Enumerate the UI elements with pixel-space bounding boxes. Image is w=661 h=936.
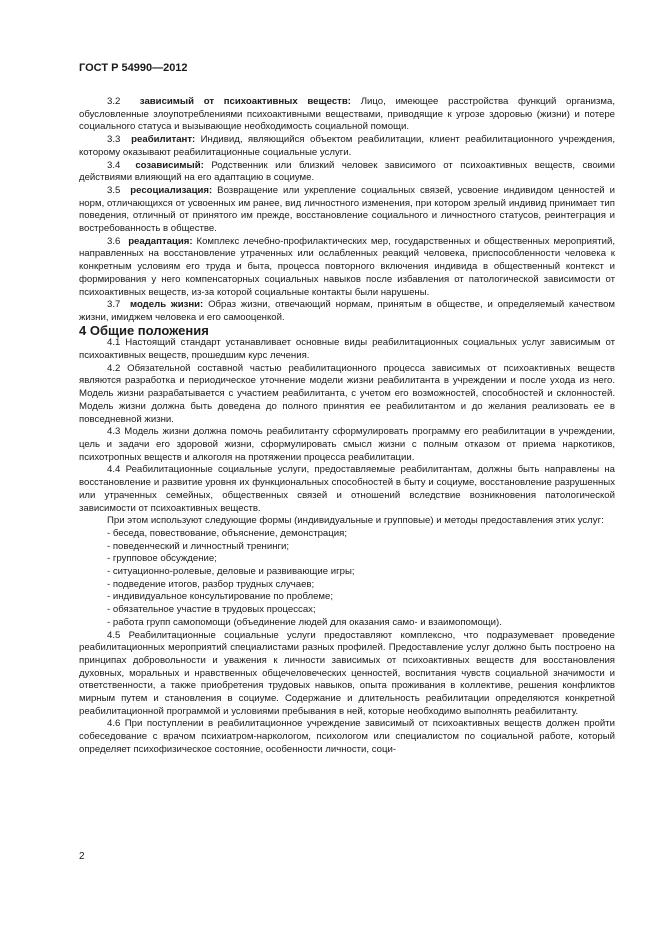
page-body bbox=[79, 96, 615, 757]
page-number: 2 bbox=[79, 851, 85, 862]
section-title: 4 Общие положения bbox=[79, 322, 209, 338]
clause-4-6: 4.6 При поступлении в реабилитационное учреждение зависимый от психоактивных веществ должен пройти собеседование с врачом психиатром-наркологом, психологом или специалистом по социальной работе, который определяет психофизическое состояние, особенности личности, соци- bbox=[79, 718, 615, 755]
clause-4-2: 4.2 Обязательной составной частью реабилитационного процесса зависимых от психоактивных веществ являются разработка и периодическое уточнение модели жизни реабилитанта в учреждении и после ухода из него. Модель жизни разрабатывается с участием реабилитанта, с учетом его возможностей, способностей и склонностей. Модель жизни должна быть доведена до полного принятия ее реабилитантом и до желания реализовать ее в повседневной жизни. bbox=[79, 362, 615, 425]
clause-4-1: 4.1 Настоящий стандарт устанавливает основные виды реабилитационных социальных услуг зависимым от психоактивных веществ, прошедшим курс лечения. bbox=[79, 337, 615, 362]
definition-3-2: 3.2 зависимый от психоактивных веществ: Лицо, имеющее расстройства функций организма, обусловленные злоупотреблениями психоактивными веществами, приводящие к угрозе здоровью (жизни) и потере социального статуса и вызывающие необходимость социальной помощи. bbox=[79, 96, 615, 133]
definition-3-4: 3.4 созависимый: Родственник или близкий человек зависимого от психоактивных веществ, своими действиями влияющий на его адаптацию в социуме. bbox=[79, 159, 615, 184]
list-item: - ситуационно-ролевые, деловые и развивающие игры; bbox=[107, 566, 355, 578]
definition-3-5: 3.5 ресоциализация: Возвращение или укрепление социальных связей, усвоение индивидом ценностей и норм, отличающихся от усвоенных им ранее, вид личностного изменения, при котором зрелый индивид принимает тип поведения, отличный от принятого им прежде, восстановление социального и личностного статусов, реинтеграция и востребованность в обществе. bbox=[79, 184, 615, 235]
clause-4-4: 4.4 Реабилитационные социальные услуги, предоставляемые реабилитантам, должны быть направлены на восстановление и развитие уровня их функциональных способностей в быту и социуме, восстановление разрушенных или утраченных семейных, общественных связей и отношений вследствие возникновения патологической зависимости от психоактивных веществ. bbox=[79, 464, 615, 514]
methods-list bbox=[79, 528, 615, 630]
list-item: - беседа, повествование, объяснение, демонстрация; bbox=[107, 527, 347, 539]
clause-4-5: 4.5 Реабилитационные социальные услуги предоставляют комплексно, что подразумевает проведение реабилитационных мероприятий специалистами разных профилей. Предоставление услуг должно быть построено на принципах добровольности и уважения к личности зависимых от психоактивных веществ для восстановления духовных, моральных и нравственных общечеловеческих ценностей, воспитания чувств социальной значимости и ответственности, а также приобретения трудовых навыков, опыта проживания в коллективе, решения конфликтов мирным путем и становления в социуме. Содержание и длительность реабилитации определяются конкретной реабилитационной программой и условиями пребывания в ней, которые необходимо выполнять реабилитанту. bbox=[79, 629, 615, 717]
term: реадаптация: bbox=[128, 235, 193, 247]
term: созависимый: bbox=[135, 159, 204, 171]
term: ресоциализация: bbox=[130, 184, 213, 196]
list-item: - подведение итогов, разбор трудных случаев; bbox=[107, 578, 315, 590]
definition-3-7: 3.7 модель жизни: Образ жизни, отвечающий нормам, принятым в обществе, и определяемый качеством жизни, имиджем человека и его самооценкой. bbox=[79, 299, 615, 323]
term: реабилитант: bbox=[131, 134, 196, 146]
clause-4-3: 4.3 Модель жизни должна помочь реабилитанту сформулировать программу его реабилитации в учреждении, цель и задачи его здоровой жизни, сформулировать смысл жизни с полным отказом от приема наркотиков, психотропных веществ и алкоголя на протяжении процесса реабилитации. bbox=[79, 426, 615, 463]
document-header: ГОСТ Р 54990—2012 bbox=[79, 62, 188, 74]
definition-3-6: 3.6 реадаптация: Комплекс лечебно-профилактических мер, государственных и общественных мероприятий, направленных на восстановление утраченных или ослабленных реакций человека, приспособленности человека к конкретным условиям его труда и быта, процесса повторного включения индивида в общественный контекст и формирования у него компенсаторных социальных навыков после избавления от патологической зависимости от психоактивных веществ, из-за которой социальные контакты были нарушены. bbox=[79, 235, 615, 298]
term: модель жизни: bbox=[129, 299, 204, 311]
list-item: - групповое обсуждение; bbox=[107, 553, 217, 565]
list-item: - работа групп самопомощи (объединение людей для оказания само- и взаимопомощи). bbox=[107, 616, 502, 628]
term: зависимый от психоактивных веществ: bbox=[139, 96, 351, 107]
list-item: - обязательное участие в трудовых процессах; bbox=[107, 604, 316, 616]
list-item: - индивидуальное консультирование по проблеме; bbox=[107, 591, 334, 603]
clause-4-4-forms: При этом используют следующие формы (индивидуальные и групповые) и методы предоставления этих услуг: bbox=[107, 515, 604, 527]
definition-3-3: 3.3 реабилитант: Индивид, являющийся объектом реабилитации, клиент реабилитационного учреждения, которому оказывают реабилитационные социальные услуги. bbox=[79, 134, 615, 158]
list-item: - поведенческий и личностный тренинги; bbox=[107, 540, 290, 552]
